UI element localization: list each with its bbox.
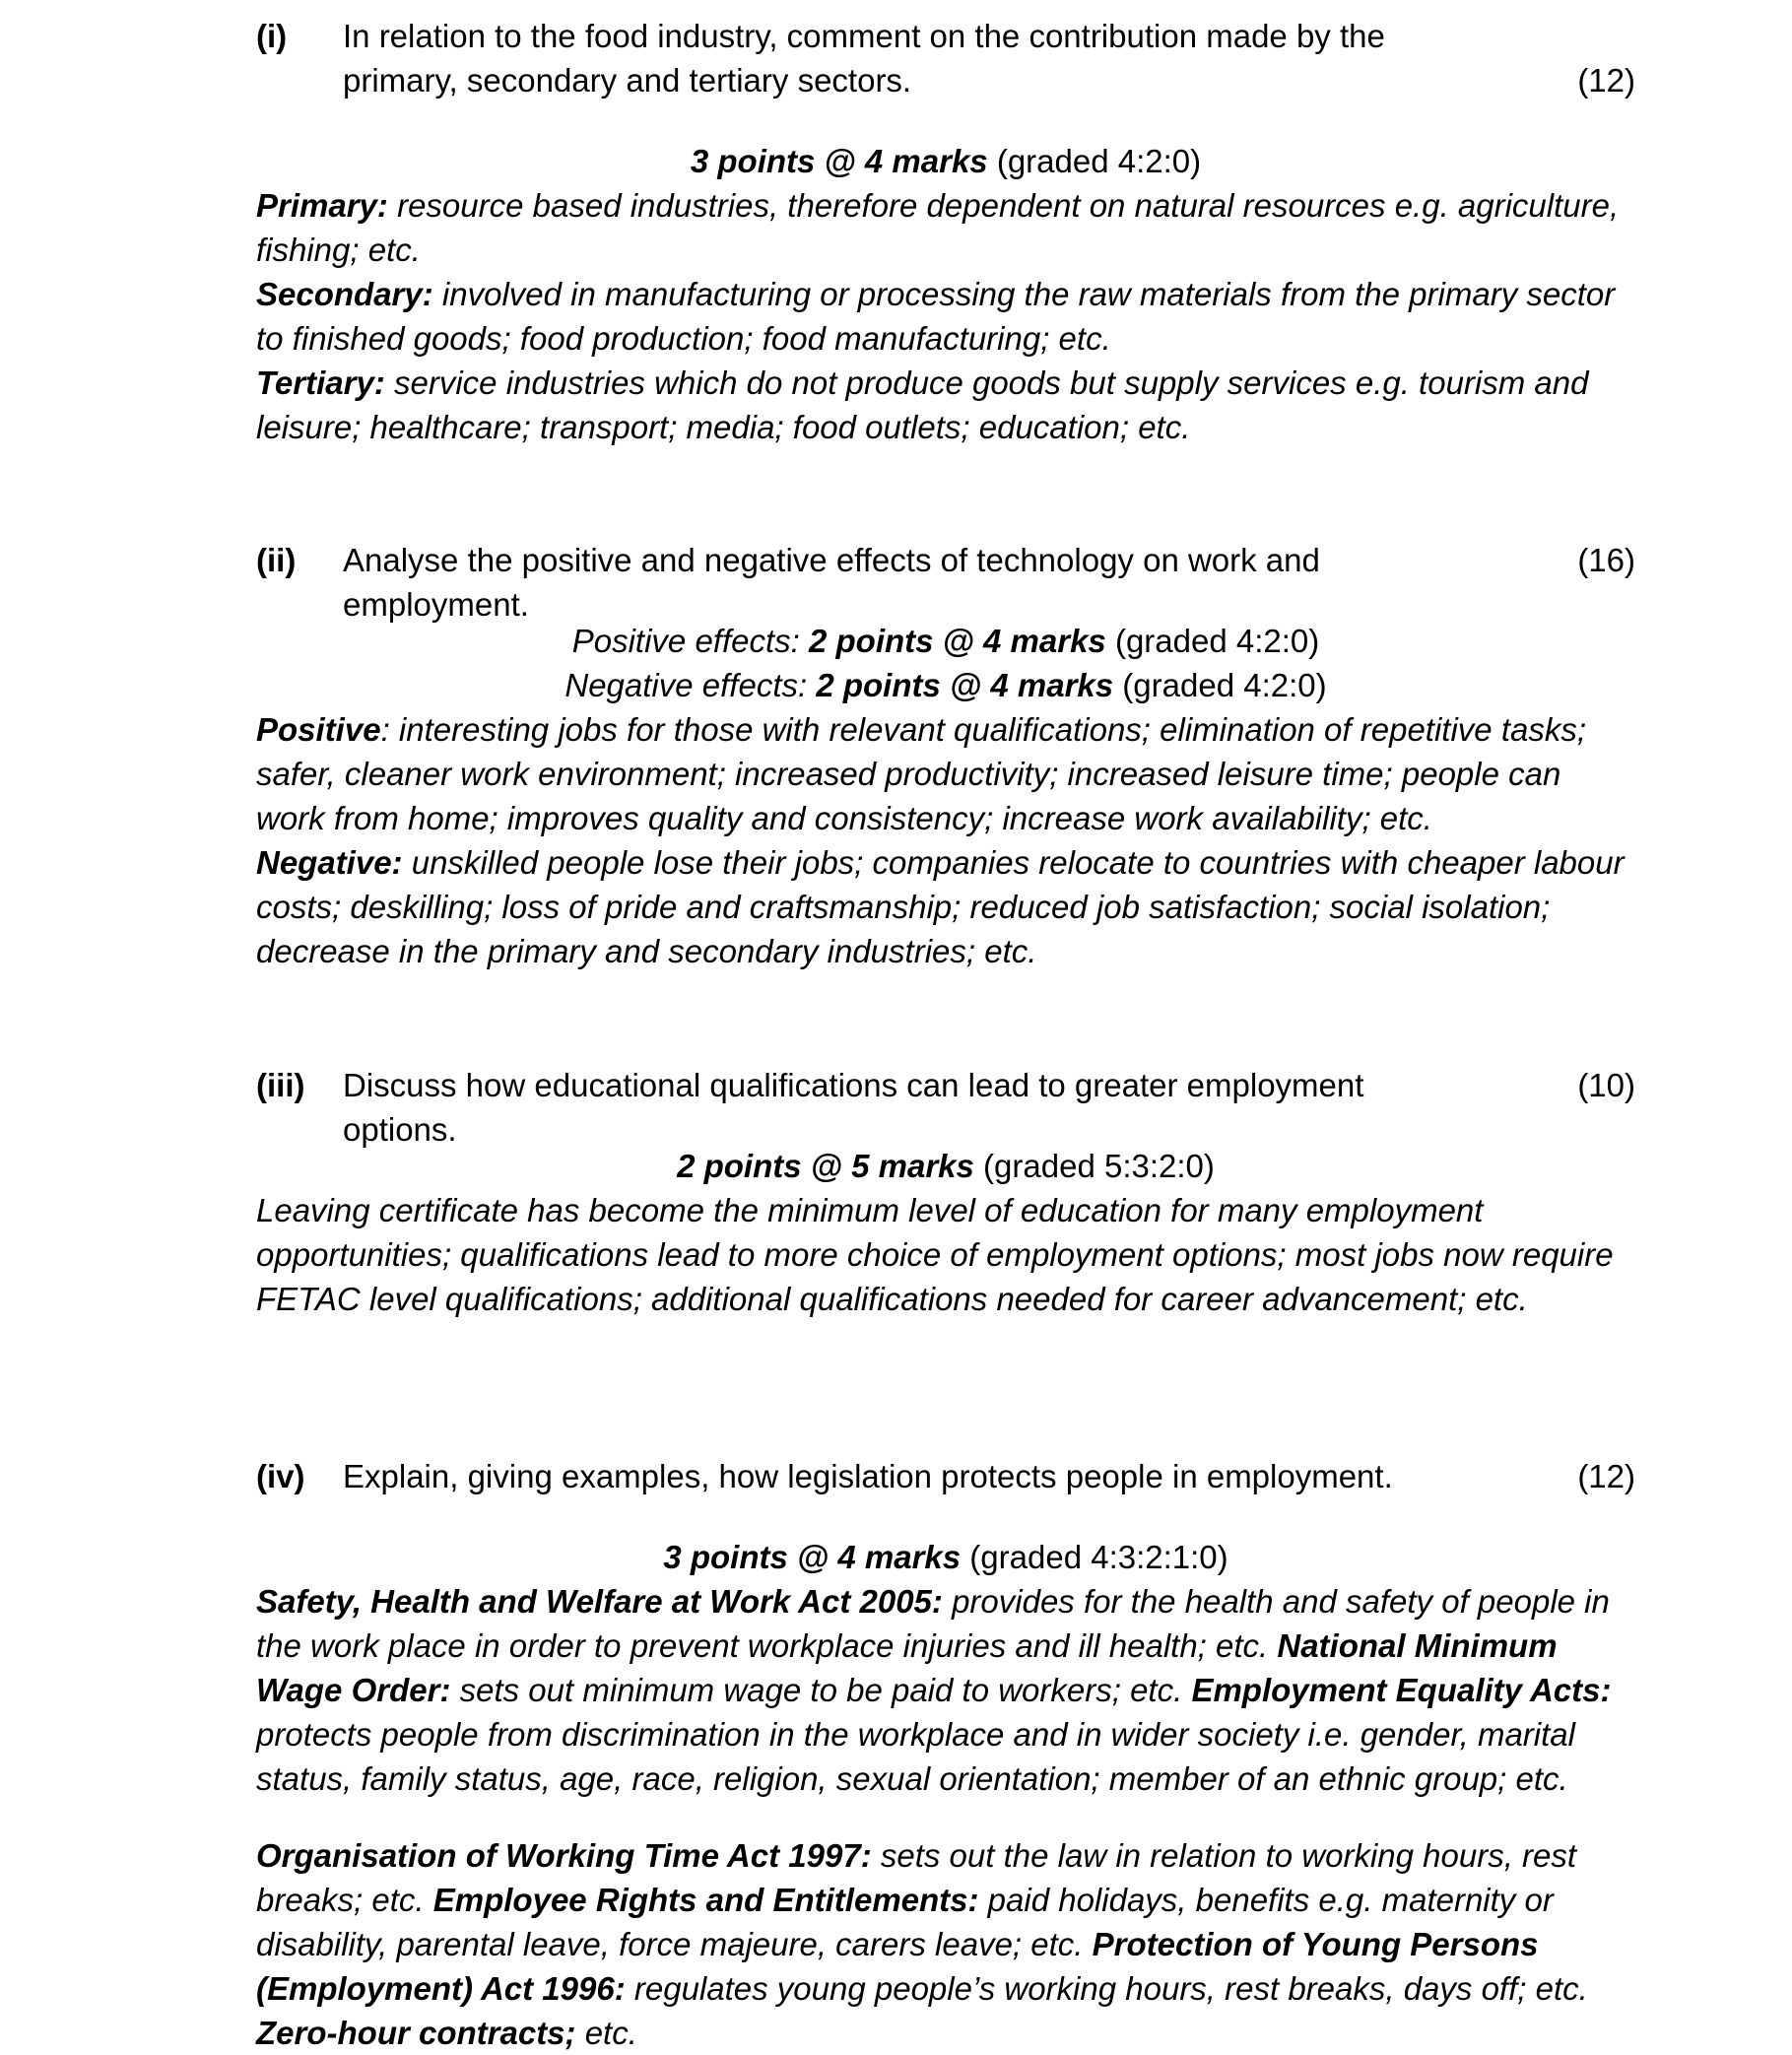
allocation-grading: (graded 4:2:0): [1105, 623, 1320, 659]
question-line: primary, secondary and tertiary sectors.: [343, 62, 912, 99]
allocation-grading: (graded 4:3:2:1:0): [961, 1539, 1228, 1575]
answer-item: [256, 183, 1635, 272]
answer-block: [256, 183, 1635, 449]
allocation-points: 2 points @ 5 marks: [677, 1148, 974, 1184]
question-line: Explain, giving examples, how legislation protects people in employment.: [343, 1458, 1393, 1494]
answer-item: [256, 707, 1635, 840]
question-text: [343, 14, 1486, 102]
answer-text: regulates young people’s working hours, rest breaks, days off; etc.: [625, 1970, 1588, 2007]
allocation-points: 3 points @ 4 marks: [690, 143, 988, 179]
question-line: In relation to the food industry, comment on the contribution made by the: [343, 18, 1385, 54]
answer-text: service industries which do not produce goods but supply services e.g. tourism and leisure; healthcare; transport; media; food outlets; education; etc.: [256, 365, 1589, 445]
mark-allocation: [256, 1535, 1635, 1579]
answer-label: Safety, Health and Welfare at Work Act 2005:: [256, 1583, 943, 1620]
question-marks: (12): [1577, 1458, 1635, 1494]
question-ii: [256, 538, 1635, 623]
allocation-grading: (graded 4:2:0): [987, 143, 1202, 179]
allocation-points: 2 points @ 4 marks: [809, 623, 1106, 659]
answer-label: Organisation of Working Time Act 1997:: [256, 1837, 872, 1874]
answer-text: sets out the law in relation to working hours, rest breaks; etc.: [256, 1837, 1577, 1918]
answer-item: [256, 361, 1635, 449]
answer-label: Protection of Young Persons (Employment) Act 1996:: [256, 1926, 1539, 2007]
answer-block: [256, 707, 1635, 973]
answer-paragraph: [256, 1833, 1635, 2055]
answer-text: resource based industries, therefore dependent on natural resources e.g. agriculture, fishing; etc.: [256, 187, 1620, 268]
allocation-points: 3 points @ 4 marks: [663, 1539, 962, 1575]
answer-paragraph: [256, 1579, 1635, 1801]
mark-allocation-negative: [256, 663, 1635, 707]
answer-label: Negative:: [256, 844, 403, 881]
question-text: [343, 1454, 1486, 1498]
answer-label: Secondary:: [256, 276, 433, 312]
answer-text: Leaving certificate has become the minimum level of education for many employment opportunities; qualifications lead to more choice of employment options; most jobs now require FETAC level qualifications; additional qualifications needed for career advancement; etc.: [256, 1192, 1614, 1317]
mark-allocation: [256, 139, 1635, 183]
answer-text: unskilled people lose their jobs; companies relocate to countries with cheaper labour costs; deskilling; loss of pride and craftsmanship; reduced job satisfaction; social isolation; decrease in the primary and secondary industries; etc.: [256, 844, 1625, 969]
question-marks: (12): [1577, 62, 1635, 99]
allocation-prefix: Negative effects:: [564, 667, 817, 703]
question-number: (iii): [256, 1067, 305, 1103]
answer-label: Positive: [256, 711, 381, 748]
answer-text: : interesting jobs for those with relevant qualifications; elimination of repetitive tasks; safer, cleaner work environment; increased productivity; increased leisure time; people can work from home; improves quality and consistency; increase work availability; etc.: [256, 711, 1587, 836]
allocation-grading: (graded 4:2:0): [1113, 667, 1327, 703]
answer-text: sets out minimum wage to be paid to workers; etc.: [450, 1672, 1192, 1708]
answer-text: paid holidays, benefits e.g. maternity or disability, parental leave, force majeure, carers leave; etc.: [256, 1882, 1554, 1962]
question-line: Analyse the positive and negative effects of technology on work and employment.: [343, 542, 1320, 623]
answer-text: etc.: [575, 2015, 637, 2051]
question-marks: (10): [1577, 1067, 1635, 1103]
answer-label: Zero-hour contracts;: [256, 2015, 576, 2051]
answer-label: Employee Rights and Entitlements:: [432, 1882, 979, 1918]
answer-text: involved in manufacturing or processing the raw materials from the primary sector to finished goods; food production; food manufacturing; etc.: [256, 276, 1616, 357]
question-number: (iv): [256, 1458, 305, 1494]
question-number: (i): [256, 18, 288, 54]
mark-allocation: [256, 1144, 1635, 1188]
answer-text: protects people from discrimination in the workplace and in wider society i.e. gender, marital status, family status, age, race, religion, sexual orientation; member of an ethnic group; etc.: [256, 1716, 1575, 1797]
question-text: [343, 1063, 1486, 1152]
answer-label: Primary:: [256, 187, 388, 224]
answer-block: [256, 1188, 1635, 1321]
question-number: (ii): [256, 542, 297, 578]
question-marks: (16): [1577, 542, 1635, 578]
question-iii: [256, 1063, 1635, 1148]
answer-label: Tertiary:: [256, 365, 385, 401]
question-i: [256, 14, 1635, 102]
allocation-grading: (graded 5:3:2:0): [973, 1148, 1215, 1184]
mark-allocation-positive: [256, 619, 1635, 663]
allocation-points: 2 points @ 4 marks: [816, 667, 1114, 703]
answer-item: [256, 272, 1635, 361]
answer-item: [256, 840, 1635, 973]
answer-label: Employment Equality Acts:: [1191, 1672, 1612, 1708]
question-line: Discuss how educational qualifications can lead to greater employment options.: [343, 1067, 1364, 1148]
question-iv: [256, 1454, 1635, 1498]
question-text: [343, 538, 1486, 627]
allocation-prefix: Positive effects:: [571, 623, 809, 659]
answer-text: provides for the health and safety of people in the work place in order to prevent workplace injuries and ill health; etc.: [256, 1583, 1610, 1664]
answer-label: National Minimum Wage Order:: [256, 1627, 1558, 1708]
